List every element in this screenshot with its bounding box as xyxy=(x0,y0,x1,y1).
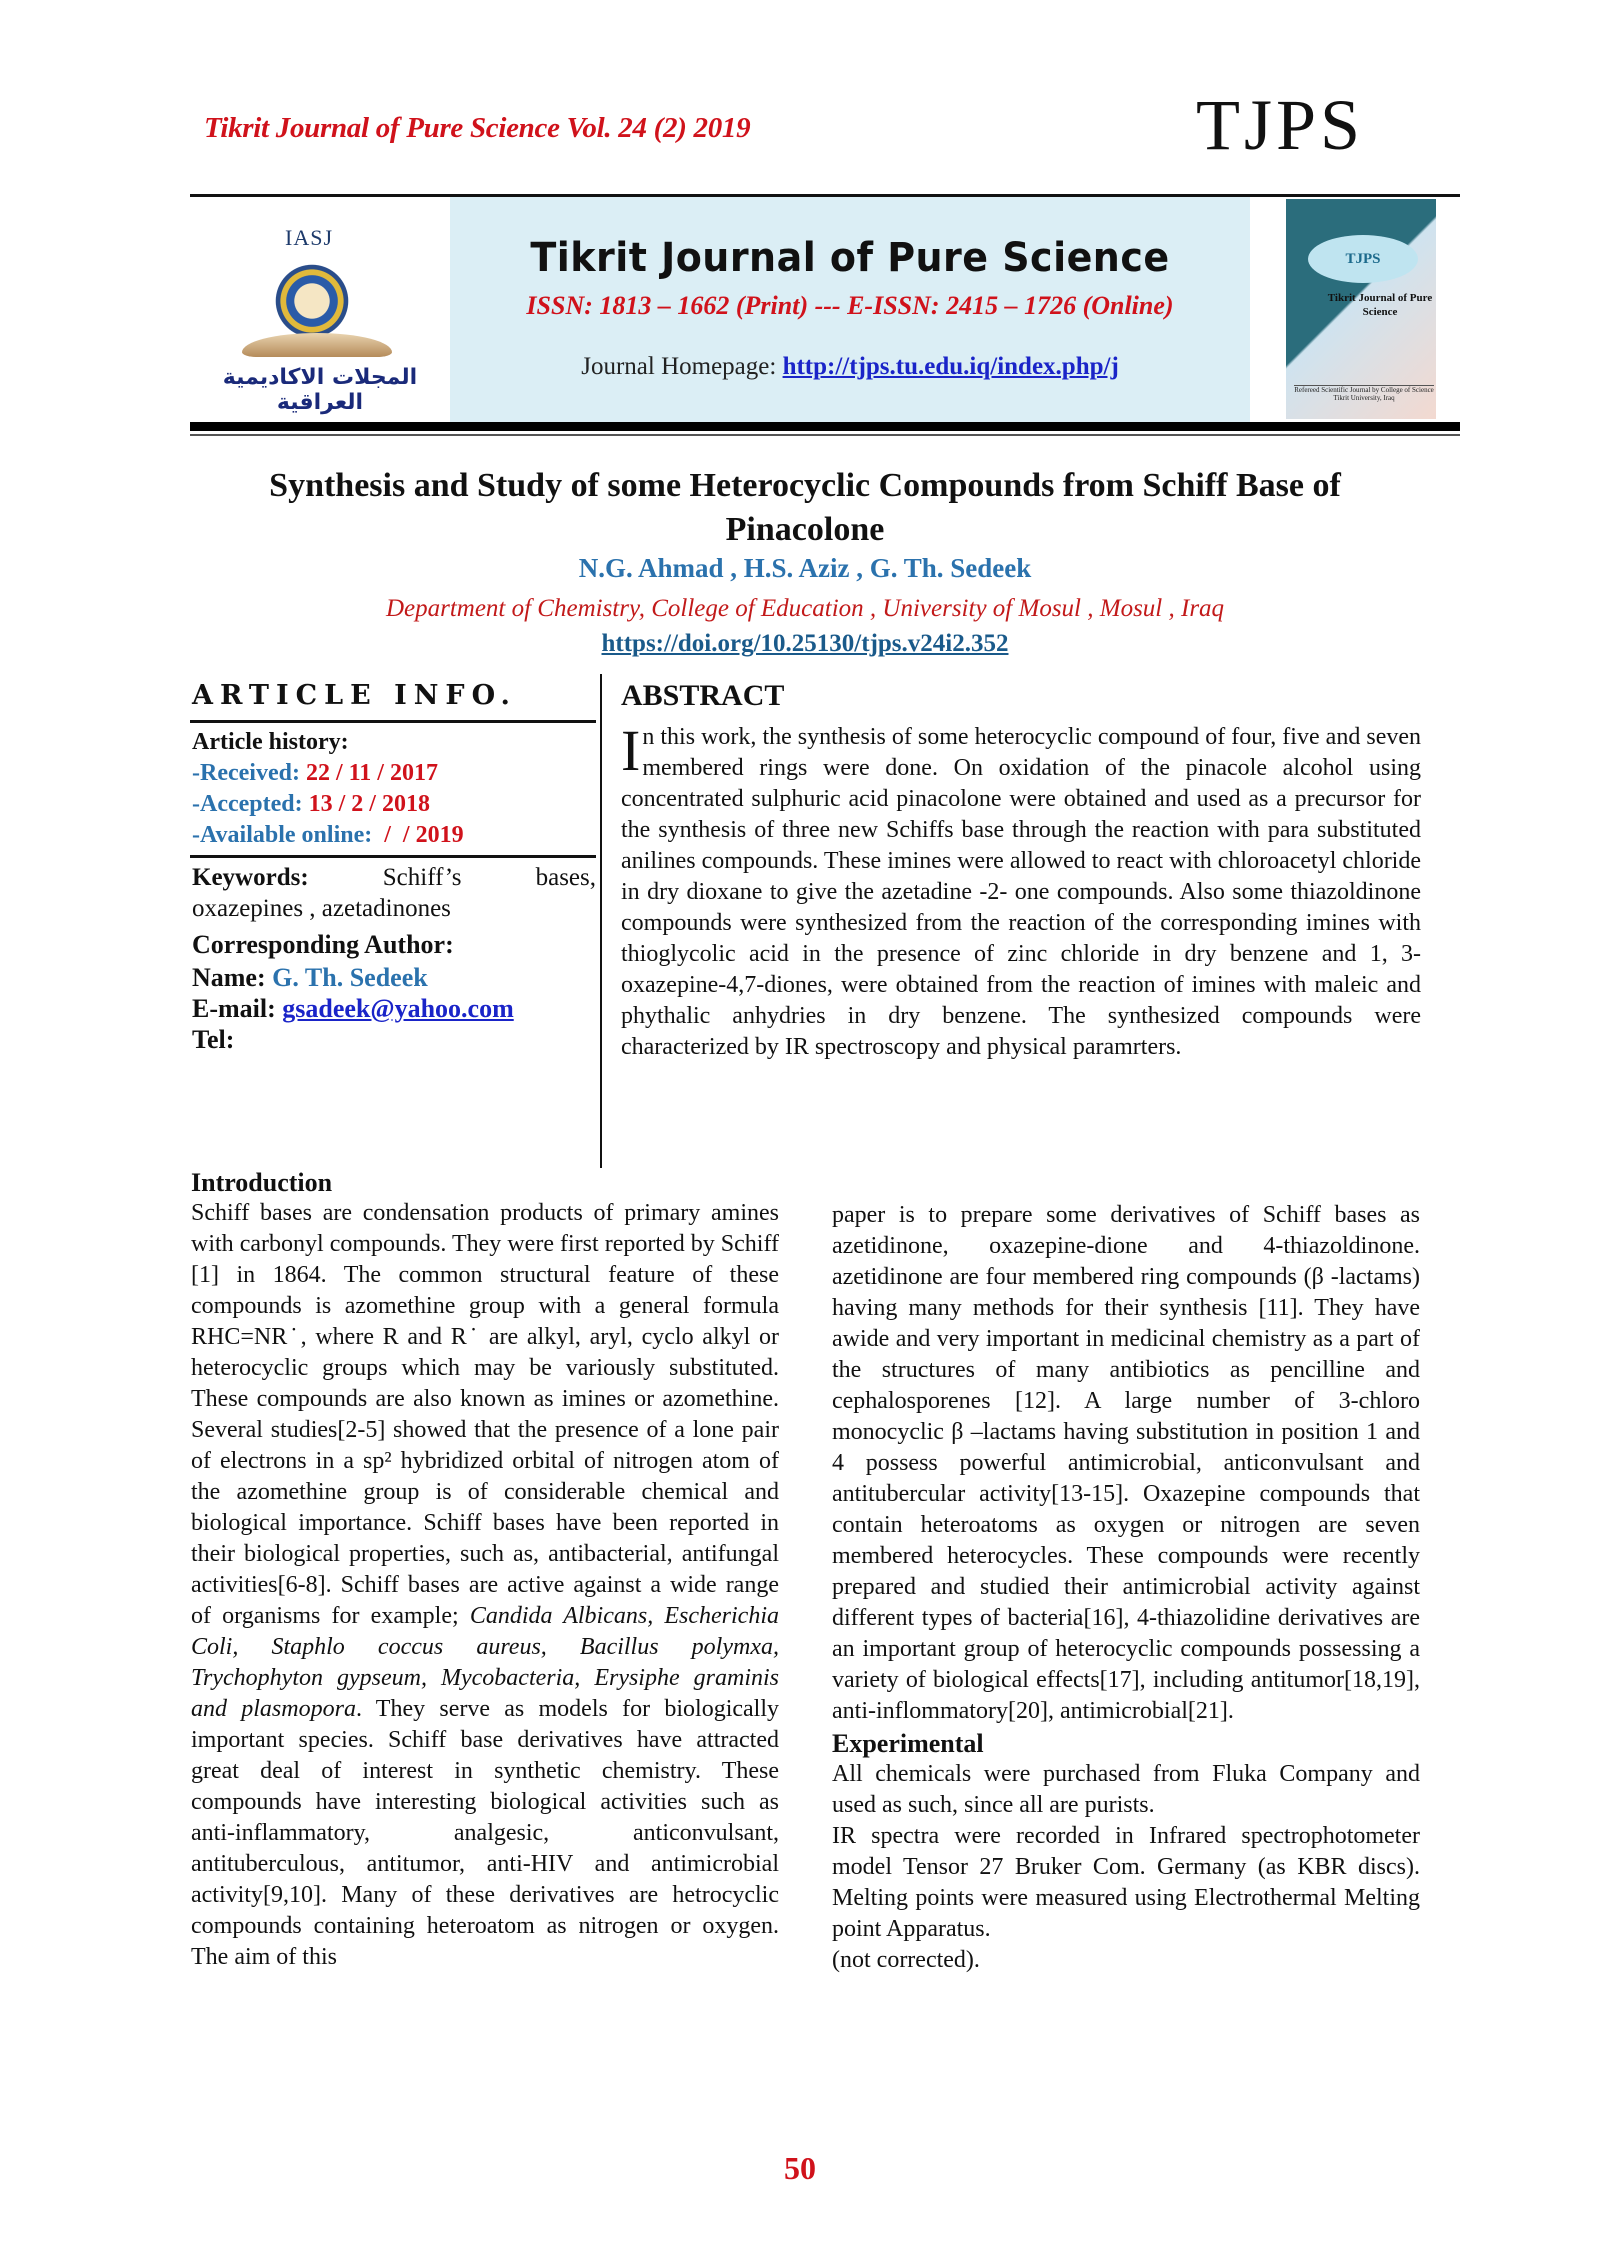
cover-foot: Refereed Scientific Journal by College of Science Tikrit University, Iraq xyxy=(1294,385,1434,409)
issn-line: ISSN: 1813 – 1662 (Print) --- E-ISSN: 2415 – 1726 (Online) xyxy=(526,291,1174,320)
doi-link[interactable]: https://doi.org/10.25130/tjps.v24i2.352 xyxy=(601,630,1009,657)
article-info-heading: ARTICLE INFO. xyxy=(192,680,517,711)
journal-mark: TJPS xyxy=(1196,85,1365,165)
introduction-continued: . They serve as models for biologically important species. Schiff base derivatives have attracted great deal of interest in synthetic chemistry. These compounds have interesting biological activities such as anti-inflammatory, analgesic, anticonvulsant, antituberculous, antitumor, anti-HIV and antimicrobial activity[9,10]. Many of these derivatives are hetrocyclic compounds containing heteroatom as nitrogen or oxygen. The aim of this xyxy=(191,1696,779,1970)
accepted-date xyxy=(190,789,596,820)
right-column xyxy=(832,1200,1420,1976)
accepted-label: -Accepted: xyxy=(192,791,309,817)
left-column xyxy=(191,1168,779,1973)
keywords xyxy=(190,862,596,893)
masthead-title-panel xyxy=(450,197,1250,422)
article-info-rule xyxy=(190,855,596,858)
introduction-paragraph: Schiff bases are condensation products of primary amines with carbonyl compounds. They were first reported by Schiff [1] in 1864. The common structural feature of these compounds is azomethine group with a general formula RHC=NR˙, where R and R˙ are alkyl, aryl, cyclo alkyl or heterocyclic groups which may be variously substituted. These compounds are also known as imines or azomethine. Several studies[2-5] showed that the presence of a lone pair of electrons in a sp² hybridized orbital of nitrogen atom of the azomethine group is of considerable chemical and biological importance. Schiff bases have been reported in their biological properties, such as, antibacterial, antifungal activities[6-8]. Schiff bases are active against a wide range of organisms for example; Candida Albicans, Escherichia Coli, Staphlo coccus aureus, Bacillus polymxa, Trychophyton gypseum, Mycobacteria, Erysiphe graminis and plasmopora. They serve as models for biologically important species. Schiff base derivatives have attracted great deal of interest in synthetic chemistry. These compounds have interesting biological activities such as anti-inflammatory, analgesic, anticonvulsant, antituberculous, antitumor, anti-HIV and antimicrobial activity[9,10]. Many of these derivatives are hetrocyclic compounds containing heteroatom as nitrogen or oxygen. The aim of this xyxy=(191,1200,779,1970)
iasj-arabic-label: المجلات الاكاديمية العراقية xyxy=(222,365,418,415)
experimental-heading: Experimental xyxy=(832,1729,984,1758)
abstract xyxy=(621,676,1421,1063)
abstract-heading: ABSTRACT xyxy=(621,679,785,712)
open-book-icon xyxy=(242,333,392,357)
affiliation: Department of Chemistry, College of Education , University of Mosul , Mosul , Iraq xyxy=(385,595,1225,622)
authors: N.G. Ahmad , H.S. Aziz , G. Th. Sedeek xyxy=(578,553,1032,583)
article-history-label: Article history: xyxy=(192,729,349,755)
iasj-emblem-icon xyxy=(272,259,352,343)
experimental-paragraph-1: All chemicals were purchased from Fluka Company and used as such, since all are purists. xyxy=(832,1761,1420,1818)
author-name xyxy=(190,962,596,993)
abstract-body xyxy=(621,718,1421,1063)
iasj-label: IASJ xyxy=(285,225,334,250)
cover-oval: TJPS xyxy=(1308,235,1418,283)
homepage-link[interactable]: http://tjps.tu.edu.iq/index.php/j xyxy=(782,353,1119,380)
online-value: / / 2019 xyxy=(378,822,464,848)
name-value: G. Th. Sedeek xyxy=(272,963,428,992)
paper-title: Synthesis and Study of some Heterocyclic Compounds from Schiff Base of Pinacolone xyxy=(269,467,1341,548)
journal-homepage xyxy=(450,353,1250,381)
keywords-line1: Schiff’s bases, xyxy=(382,864,596,891)
homepage-label: Journal Homepage: xyxy=(581,353,783,380)
keywords-label: Keywords: xyxy=(192,864,309,891)
article-info-rule xyxy=(190,720,596,723)
iasj-logo xyxy=(190,197,450,422)
doi xyxy=(190,630,1420,658)
article-info xyxy=(190,680,596,1055)
author-email xyxy=(190,993,596,1024)
running-head: Tikrit Journal of Pure Science Vol. 24 (2) 2019 xyxy=(204,112,751,144)
column-divider xyxy=(600,674,602,1168)
accepted-value: 13 / 2 / 2018 xyxy=(308,791,430,817)
experimental-paragraph-2: IR spectra were recorded in Infrared spectrophotometer model Tensor 27 Bruker Com. Germany (as KBR discs). Melting points were measured using Electrothermal Melting point Apparatus. xyxy=(832,1823,1420,1942)
author-tel: Tel: xyxy=(192,1025,235,1054)
email-label: E-mail: xyxy=(192,994,283,1023)
online-label: -Available online: xyxy=(192,822,379,848)
received-value: 22 / 11 / 2017 xyxy=(305,760,438,786)
corresponding-author-label: Corresponding Author: xyxy=(192,930,454,959)
masthead xyxy=(190,197,1460,422)
experimental-paragraph-3: (not corrected). xyxy=(832,1947,980,1973)
name-label: Name: xyxy=(192,963,273,992)
cover-title: Tikrit Journal of Pure Science xyxy=(1327,292,1433,318)
introduction-paragraph-continued: paper is to prepare some derivatives of Schiff bases as azetidinone, oxazepine-dione and 4-thiazoldinone. azetidinone are four membered ring compounds (β -lactams) having many methods for their synthesis [11]. They have awide and very important in medicinal chemistry as a part of the structures of many antibiotics as pencilline and cephalosporenes [12]. A large number of 3-chloro monocyclic β –lactams having substitution in position 1 and 4 possess powerful antimicrobial, anticonvulsant and antitubercular activity[13-15]. Oxazepine compounds that contain heteroatoms as oxygen or nitrogen are seven membered heterocycles. These compounds were recently prepared and studied their antimicrobial activity against different types of bacteria[16], 4-thiazolidine derivatives are an important group of heterocyclic compounds possessing a variety of biological effects[17], including antitumor[18,19], anti-inflommatory[20], antimicrobial[21]. xyxy=(832,1202,1420,1724)
journal-cover-thumbnail xyxy=(1286,199,1436,419)
abstract-dropcap: I xyxy=(621,718,641,783)
introduction-heading: Introduction xyxy=(191,1168,333,1197)
masthead-bottom-rule-thin xyxy=(190,434,1460,436)
received-label: -Received: xyxy=(192,760,306,786)
keywords-line2: oxazepines , azetadinones xyxy=(192,895,451,922)
available-online-date xyxy=(190,820,596,851)
email-link[interactable]: gsadeek@yahoo.com xyxy=(282,994,514,1023)
masthead-bottom-rule-thick xyxy=(190,422,1460,431)
journal-name: Tikrit Journal of Pure Science xyxy=(530,235,1170,281)
received-date xyxy=(190,758,596,789)
abstract-text: n this work, the synthesis of some heterocyclic compound of four, five and seven membered rings were done. On oxidation of the pinacole alcohol using concentrated sulphuric acid pinacolone were obtained and used as a precursor for the synthesis of three new Schiffs base through the reaction with para substituted anilines compounds. These imines were allowed to react with chloroacetyl chloride in dry dioxane to give the azetadine -2- one compounds. Also some thiazoldinone compounds were synthesized from the reaction of the corresponding imines with thioglycolic acid in the presence of zinc chloride in dry benzene and 1, 3-oxazepine-4,7-diones, were obtained from the reaction of imines with maleic and phythalic anhydries in dry benzene. The synthesized compounds were characterized by IR spectroscopy and physical paramrters. xyxy=(621,724,1421,1060)
page-number: 50 xyxy=(784,2150,816,2186)
organism-list: Candida Albicans, Escherichia Coli, Staphlo coccus aureus, Bacillus polymxa, Trychophyton gypseum, Mycobacteria, Erysiphe graminis and plasmopora xyxy=(191,1603,779,1722)
